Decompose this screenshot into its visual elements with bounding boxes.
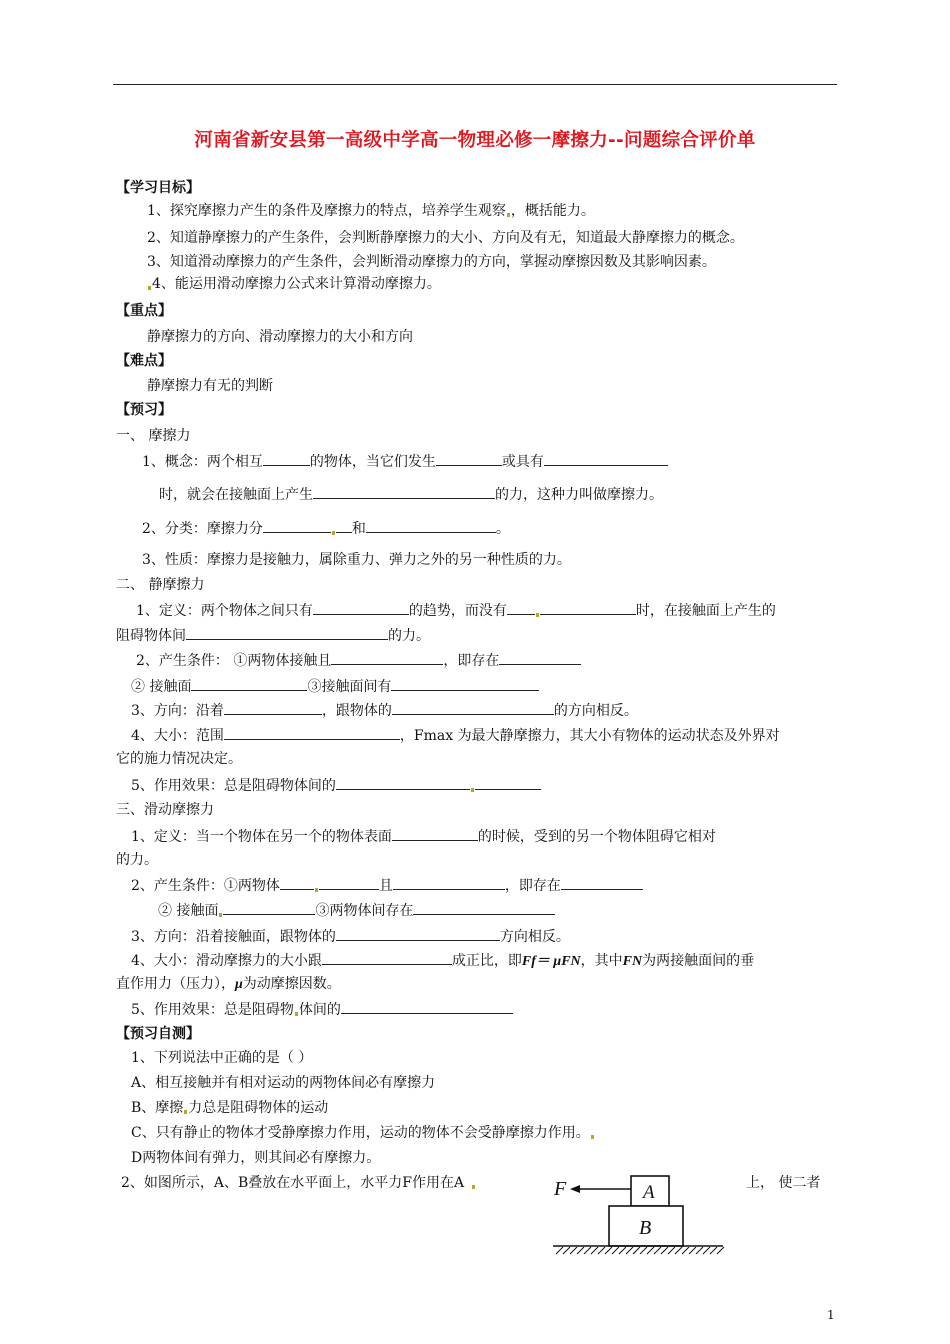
blank[interactable] <box>392 700 554 715</box>
key-text: 静摩擦力的方向、滑动摩擦力的大小和方向 <box>147 329 413 345</box>
force-arrow-head <box>570 1185 580 1193</box>
page-title: 河南省新安县第一高级中学高一物理必修一摩擦力--问题综合评价单 <box>194 130 756 151</box>
static-definition-2: 阻碍物体间 的力。 <box>116 625 430 646</box>
sliding-direction: 3、方向：沿着接触面，跟物体的 方向相反。 <box>131 926 570 947</box>
static-magnitude-2: 它的施力情况决定。 <box>116 751 242 767</box>
question-2-cont: 上， 使二者 <box>746 1175 821 1191</box>
question-2: 2、如图所示，A、B叠放在水平面上，水平力F作用在A <box>121 1173 476 1193</box>
blank[interactable] <box>313 600 409 615</box>
sliding-definition-1: 1、定义：当一个物体在另一个的物体表面 的时候，受到的另一个物体阻碍它相对 <box>131 826 716 847</box>
blank[interactable] <box>366 518 496 533</box>
static-effect: 5、作用效果：总是阻碍物体间的 <box>131 775 541 796</box>
blank[interactable] <box>544 451 668 466</box>
selftest-heading: 【预习自测】 <box>116 1026 200 1042</box>
blank[interactable] <box>499 650 581 665</box>
key-heading: 【重点】 <box>116 303 172 319</box>
section-1-title: 一、 摩擦力 <box>116 428 191 444</box>
static-conditions-2: ② 接触面 ③接触面间有 <box>131 676 539 697</box>
blocks-figure <box>548 1170 728 1262</box>
blank[interactable] <box>336 926 500 941</box>
goal-4: 4、能运用滑动摩擦力公式来计算滑动摩擦力。 <box>147 274 441 294</box>
sliding-conditions-1: 2、产生条件：①两物体 且 ，即存在 <box>131 875 643 896</box>
concept-line-1: 1、概念：两个相互 的物体，当它们发生 或具有 <box>142 451 668 472</box>
concept-line-2: 时，就会在接触面上产生 的力，这种力叫做摩擦力。 <box>159 484 663 505</box>
option-b[interactable]: B、摩擦 力总是阻碍物体的运动 <box>131 1100 329 1116</box>
static-definition-1: 1、定义：两个物体之间只有 的趋势，而没有 时，在接触面上产生的 <box>136 600 776 621</box>
option-c[interactable]: C、只有静止的物体才受静摩擦力作用，运动的物体不会受静摩擦力作用。 <box>131 1123 595 1143</box>
blank[interactable] <box>507 600 535 615</box>
goal-1: 1、探究摩擦力产生的条件及摩擦力的特点，培养学生观察 ，概括能力。 <box>147 203 595 219</box>
goals-heading: 【学习目标】 <box>116 180 200 196</box>
difficulty-heading: 【难点】 <box>116 353 172 369</box>
question-1: 1、下列说法中正确的是（ ） <box>131 1050 313 1066</box>
ground-hatch <box>556 1247 724 1254</box>
blank[interactable] <box>341 999 513 1014</box>
option-d[interactable]: D两物体间有弹力，则其间必有摩擦力。 <box>131 1150 381 1166</box>
static-direction: 3、方向：沿着 ，跟物体的 的方向相反。 <box>131 700 638 721</box>
header-rule <box>113 84 837 85</box>
blank[interactable] <box>331 650 443 665</box>
blank[interactable] <box>322 950 452 965</box>
block-a-label: A <box>643 1182 655 1203</box>
page-number: 1 <box>827 1308 835 1322</box>
blank[interactable] <box>224 725 400 740</box>
blank[interactable] <box>393 875 505 890</box>
goal-3: 3、知道滑动摩擦力的产生条件，会判断滑动摩擦力的方向，掌握动摩擦因数及其影响因素。 <box>147 254 716 270</box>
blank[interactable] <box>280 875 314 890</box>
static-magnitude-1: 4、大小：范围 ，Fmax 为最大静摩擦力，其大小有物体的运动状态及外界对 <box>131 725 780 746</box>
sliding-conditions-2: ② 接触面 ③两物体间存在 <box>158 900 555 921</box>
blank[interactable] <box>336 518 352 533</box>
blank[interactable] <box>436 451 502 466</box>
static-conditions-1: 2、产生条件： ①两物体接触且 ，即存在 <box>136 650 581 671</box>
section-2-title: 二、 静摩擦力 <box>116 577 205 593</box>
blank[interactable] <box>263 518 331 533</box>
blank[interactable] <box>475 775 541 790</box>
blank[interactable] <box>191 676 307 691</box>
section-3-title: 三、滑动摩擦力 <box>116 802 214 818</box>
blank[interactable] <box>391 676 539 691</box>
friction-formula: Ff＝ μFN <box>521 954 581 969</box>
sliding-magnitude-2: 直作用力（压力），μ为动摩擦因数。 <box>116 976 341 992</box>
blank[interactable] <box>413 900 555 915</box>
blank[interactable] <box>319 875 379 890</box>
blank[interactable] <box>186 625 388 640</box>
preview-heading: 【预习】 <box>116 402 172 418</box>
block-b-label: B <box>639 1217 652 1239</box>
sliding-definition-2: 的力。 <box>116 852 158 868</box>
blank[interactable] <box>313 484 495 499</box>
blank[interactable] <box>336 775 470 790</box>
goal-2: 2、知道静摩擦力的产生条件，会判断静摩擦力的大小、方向及有无，知道最大静摩擦力的概念。 <box>147 230 744 246</box>
blank[interactable] <box>540 600 636 615</box>
sliding-magnitude-1: 4、大小：滑动摩擦力的大小跟 成正比，即Ff＝ μFN，其中FN为两接触面间的垂 <box>131 950 754 972</box>
blank[interactable] <box>561 875 643 890</box>
option-a[interactable]: A、相互接触并有相对运动的两物体间必有摩擦力 <box>131 1075 436 1091</box>
blank[interactable] <box>263 451 310 466</box>
nature-line: 3、性质：摩擦力是接触力，属除重力、弹力之外的另一种性质的力。 <box>142 552 571 568</box>
blank[interactable] <box>223 900 315 915</box>
difficulty-text: 静摩擦力有无的判断 <box>147 378 273 394</box>
force-label: F <box>554 1178 567 1200</box>
classification-line: 2、分类：摩擦力分 和 。 <box>142 518 510 539</box>
blank[interactable] <box>392 826 478 841</box>
sliding-effect: 5、作用效果：总是阻碍物 体间的 <box>131 999 513 1020</box>
blank[interactable] <box>224 700 322 715</box>
